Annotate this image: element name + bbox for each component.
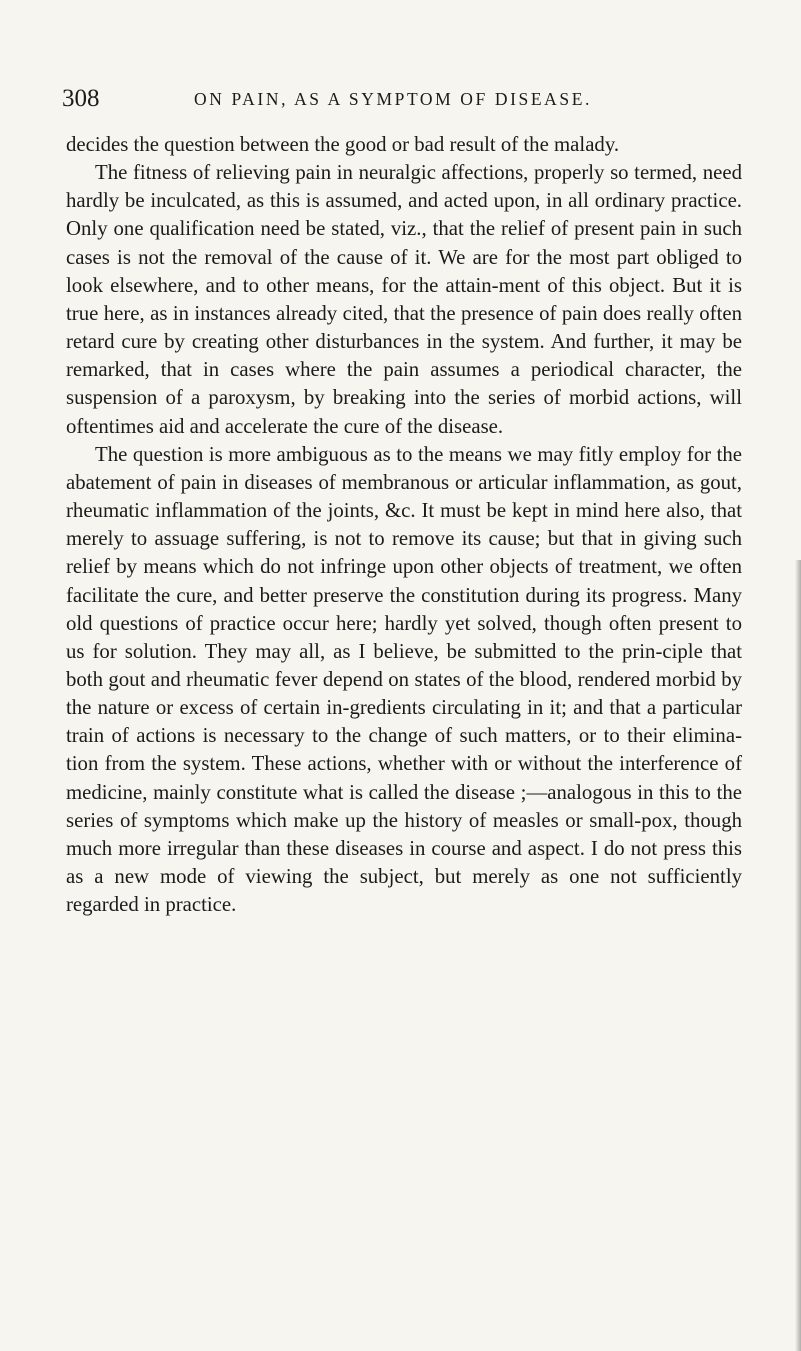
running-head-title: ON PAIN, AS A SYMPTOM OF DISEASE. [194,89,592,109]
page-number: 308 [62,85,100,112]
page-edge-shadow [795,560,801,1351]
paragraph-neuralgic-affections: The fitness of relieving pain in neuralgic affections, properly so termed, need hardly be inculcated, as this is assumed, and acted upon, in all ordinary practice. Only one qualification need be stated, viz., that the relief of present pain in such cases is not the removal of the cause of it. We are for the most part obliged to look elsewhere, and to other means, for the attain-ment of this object. But it is true here, as in instances already cited, that the presence of pain does really often retard cure by creating other disturbances in the system. And further, it may be remarked, that in cases where the pain assumes a periodical character, the suspension of a paroxysm, by breaking into the series of morbid actions, will oftentimes aid and accelerate the cure of the disease. [66,161,742,438]
paragraph-gout-rheumatism: The question is more ambiguous as to the means we may fitly employ for the abatement of pain in diseases of membranous or articular inflammation, as gout, rheumatic inflammation of the joints, &c. It must be kept in mind here also, that merely to assuage suffering, is not to remove its cause; but that in giving such relief by means which do not infringe upon other objects of treatment, we often facilitate the cure, and better preserve the constitution during its progress. Many old questions of practice occur here; hardly yet solved, though often present to us for solution. They may all, as I believe, be submitted to the prin-ciple that both gout and rheumatic fever depend on states of the blood, rendered morbid by the nature or excess of certain in-gredients circulating in it; and that a particular train of actions is necessary to the change of such matters, or to their elimina-tion from the system. These actions, whether with or without the interference of medicine, mainly constitute what is called the disease ;—analogous in this to the series of symptoms which make up the history of measles or small-pox, though much more irregular than these diseases in course and aspect. I do not press this as a new mode of viewing the subject, but merely as one not sufficiently regarded in practice. [66,442,742,917]
paragraph-continuation: decides the question between the good or bad result of the malady. [66,133,620,156]
body-text [66,131,742,919]
running-head [62,82,742,116]
